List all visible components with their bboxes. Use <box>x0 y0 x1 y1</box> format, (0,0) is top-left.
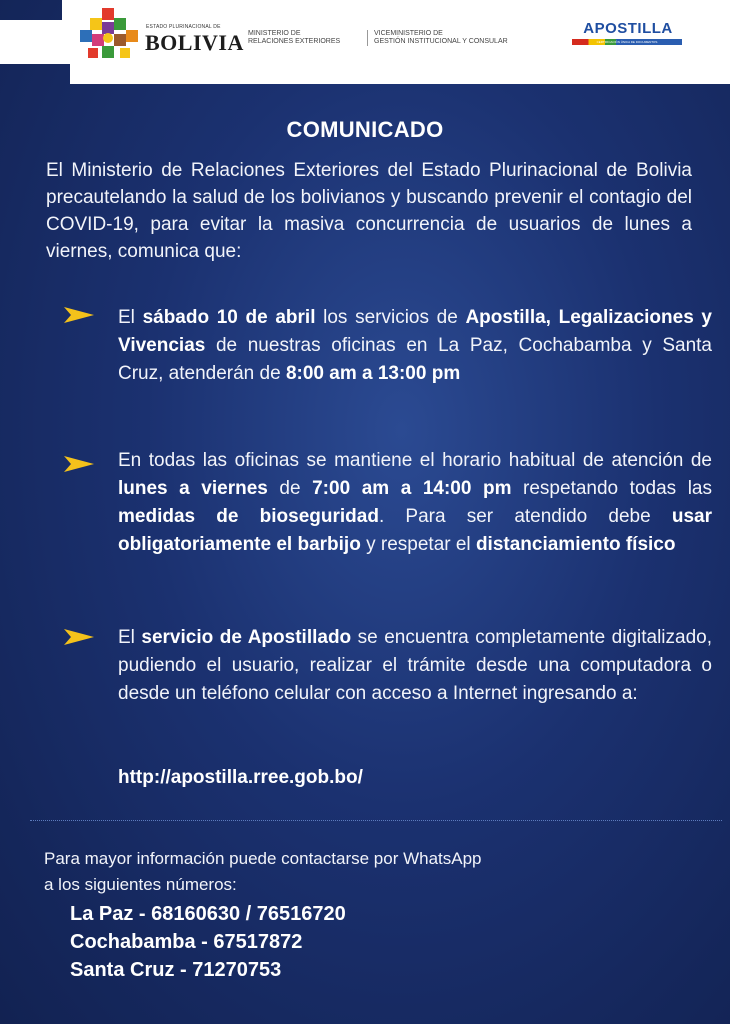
contact-line-1: Para mayor información puede contactarse por WhatsApp <box>44 849 482 868</box>
bullet-segment: distanciamiento físico <box>475 534 676 555</box>
state-label: ESTADO PLURINACIONAL DE <box>146 24 221 30</box>
bullet-2-text <box>118 447 712 559</box>
bullet-segment: sábado 10 de abril <box>142 307 316 328</box>
page-title: COMUNICADO <box>286 117 444 142</box>
vice-line-2: GESTIÓN INSTITUCIONAL Y CONSULAR <box>374 38 508 45</box>
country-wordmark: BOLIVIA <box>145 30 244 55</box>
bullet-segment: y respetar el <box>360 534 476 555</box>
bullet-segment: respetando todas las <box>511 478 712 499</box>
phone-la-paz: La Paz - 68160630 / 76516720 <box>70 903 346 925</box>
ministry-line-1: MINISTERIO DE <box>248 30 301 37</box>
bullet-segment: El <box>118 627 142 648</box>
bullet-segment: lunes a viernes <box>118 478 268 499</box>
bullet-segment: medidas de bioseguridad <box>118 506 379 527</box>
bullet-3-text <box>118 624 712 708</box>
vice-line-1: VICEMINISTERIO DE <box>374 30 443 37</box>
apostilla-wordmark: APOSTILLA <box>583 20 673 37</box>
intro-paragraph: El Ministerio de Relaciones Exteriores del Estado Plurinacional de Bolivia precautelando la salud de los bolivianos y buscando prevenir el contagio del COVID-19, para evitar la masiva concurrencia de usuarios de lunes a viernes, comunica que: <box>46 160 692 262</box>
contact-line-2: a los siguientes números: <box>44 875 237 894</box>
bullet-segment: 8:00 am a 13:00 pm <box>285 363 461 384</box>
vice-ministry-label <box>367 30 537 46</box>
apostilla-tagline: CERTIFICACIÓN ÚNICA DE DOCUMENTOS <box>572 39 682 45</box>
bullet-segment: En todas las oficinas se mantiene el horario habitual de atención de <box>118 450 712 471</box>
apostilla-url-link[interactable]: http://apostilla.rree.gob.bo/ <box>118 767 363 788</box>
bullet-segment: de nuestras oficinas en La Paz, Cochabamba y Santa Cruz, atenderán de <box>118 335 712 384</box>
bullet-segment: usar obligatoriamente el barbijo <box>118 506 713 555</box>
contact-info <box>44 846 684 898</box>
bullet-segment: de <box>267 478 313 499</box>
bullet-segment: los servicios de <box>315 307 466 328</box>
bullet-segment: se encuentra completamente digitalizado, pudiendo el usuario, realizar el trámite desde una computadora o desde un teléfono celular con acceso a Internet ingresando a: <box>118 627 712 704</box>
bullet-segment: 7:00 am a 14:00 pm <box>312 478 512 499</box>
arrow-bullet-icon <box>64 453 94 475</box>
section-divider <box>30 820 722 821</box>
phone-numbers <box>70 900 670 984</box>
bullet-segment: servicio de Apostillado <box>141 627 352 648</box>
bullet-segment: . Para ser atendido debe <box>378 506 672 527</box>
arrow-bullet-icon <box>64 626 94 648</box>
arrow-bullet-icon <box>64 304 94 326</box>
ministry-label <box>248 30 360 46</box>
bullet-segment: El <box>118 307 143 328</box>
phone-santa-cruz: Santa Cruz - 71270753 <box>70 959 282 981</box>
bullet-1-text <box>118 304 712 388</box>
phone-cochabamba: Cochabamba - 67517872 <box>70 931 303 953</box>
apostilla-logo <box>572 20 684 45</box>
header-band <box>0 0 730 84</box>
bolivia-emblem-icon <box>80 8 138 64</box>
ministry-line-2: RELACIONES EXTERIORES <box>248 38 341 45</box>
bullet-segment: Apostilla, Legalizaciones y Vivencias <box>118 307 712 356</box>
